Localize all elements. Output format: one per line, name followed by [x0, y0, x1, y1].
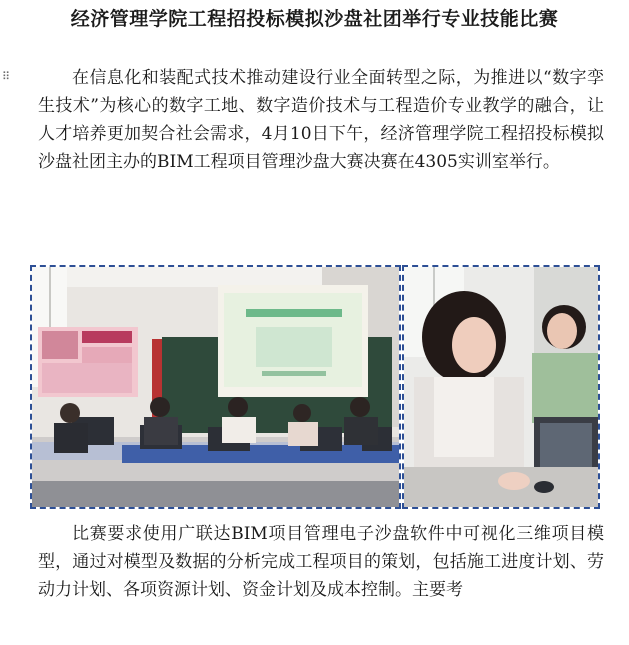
photo-classroom[interactable] — [30, 265, 401, 509]
students-at-computers-photo-icon — [404, 267, 598, 507]
paragraph-requirements: 比赛要求使用广联达BIM项目管理电子沙盘软件中可视化三维项目模型，通过对模型及数据的分析完成工程项目的策划，包括施工进度计划、劳动力计划、各项资源计划、资金计划及成本控制。主要考 — [38, 524, 604, 600]
article-title: 经济管理学院工程招投标模拟沙盘社团举行专业技能比赛 — [70, 8, 559, 30]
paragraph-intro: 在信息化和装配式技术推动建设行业全面转型之际，为推进以“数字孪生技术”为核心的数字工地、数字造价技术与工程造价专业教学的融合，让人才培养更加契合社会需求，4月10日下午，经济管理学院工程招投标模拟沙盘社团主办的BIM工程项目管理沙盘大赛决赛在4305实训室举行。 — [38, 68, 604, 172]
photo-students[interactable] — [402, 265, 600, 509]
classroom-competition-photo-icon — [32, 267, 399, 507]
drag-handle-icon[interactable]: ⠿ — [2, 70, 12, 83]
photo-group — [30, 265, 600, 509]
